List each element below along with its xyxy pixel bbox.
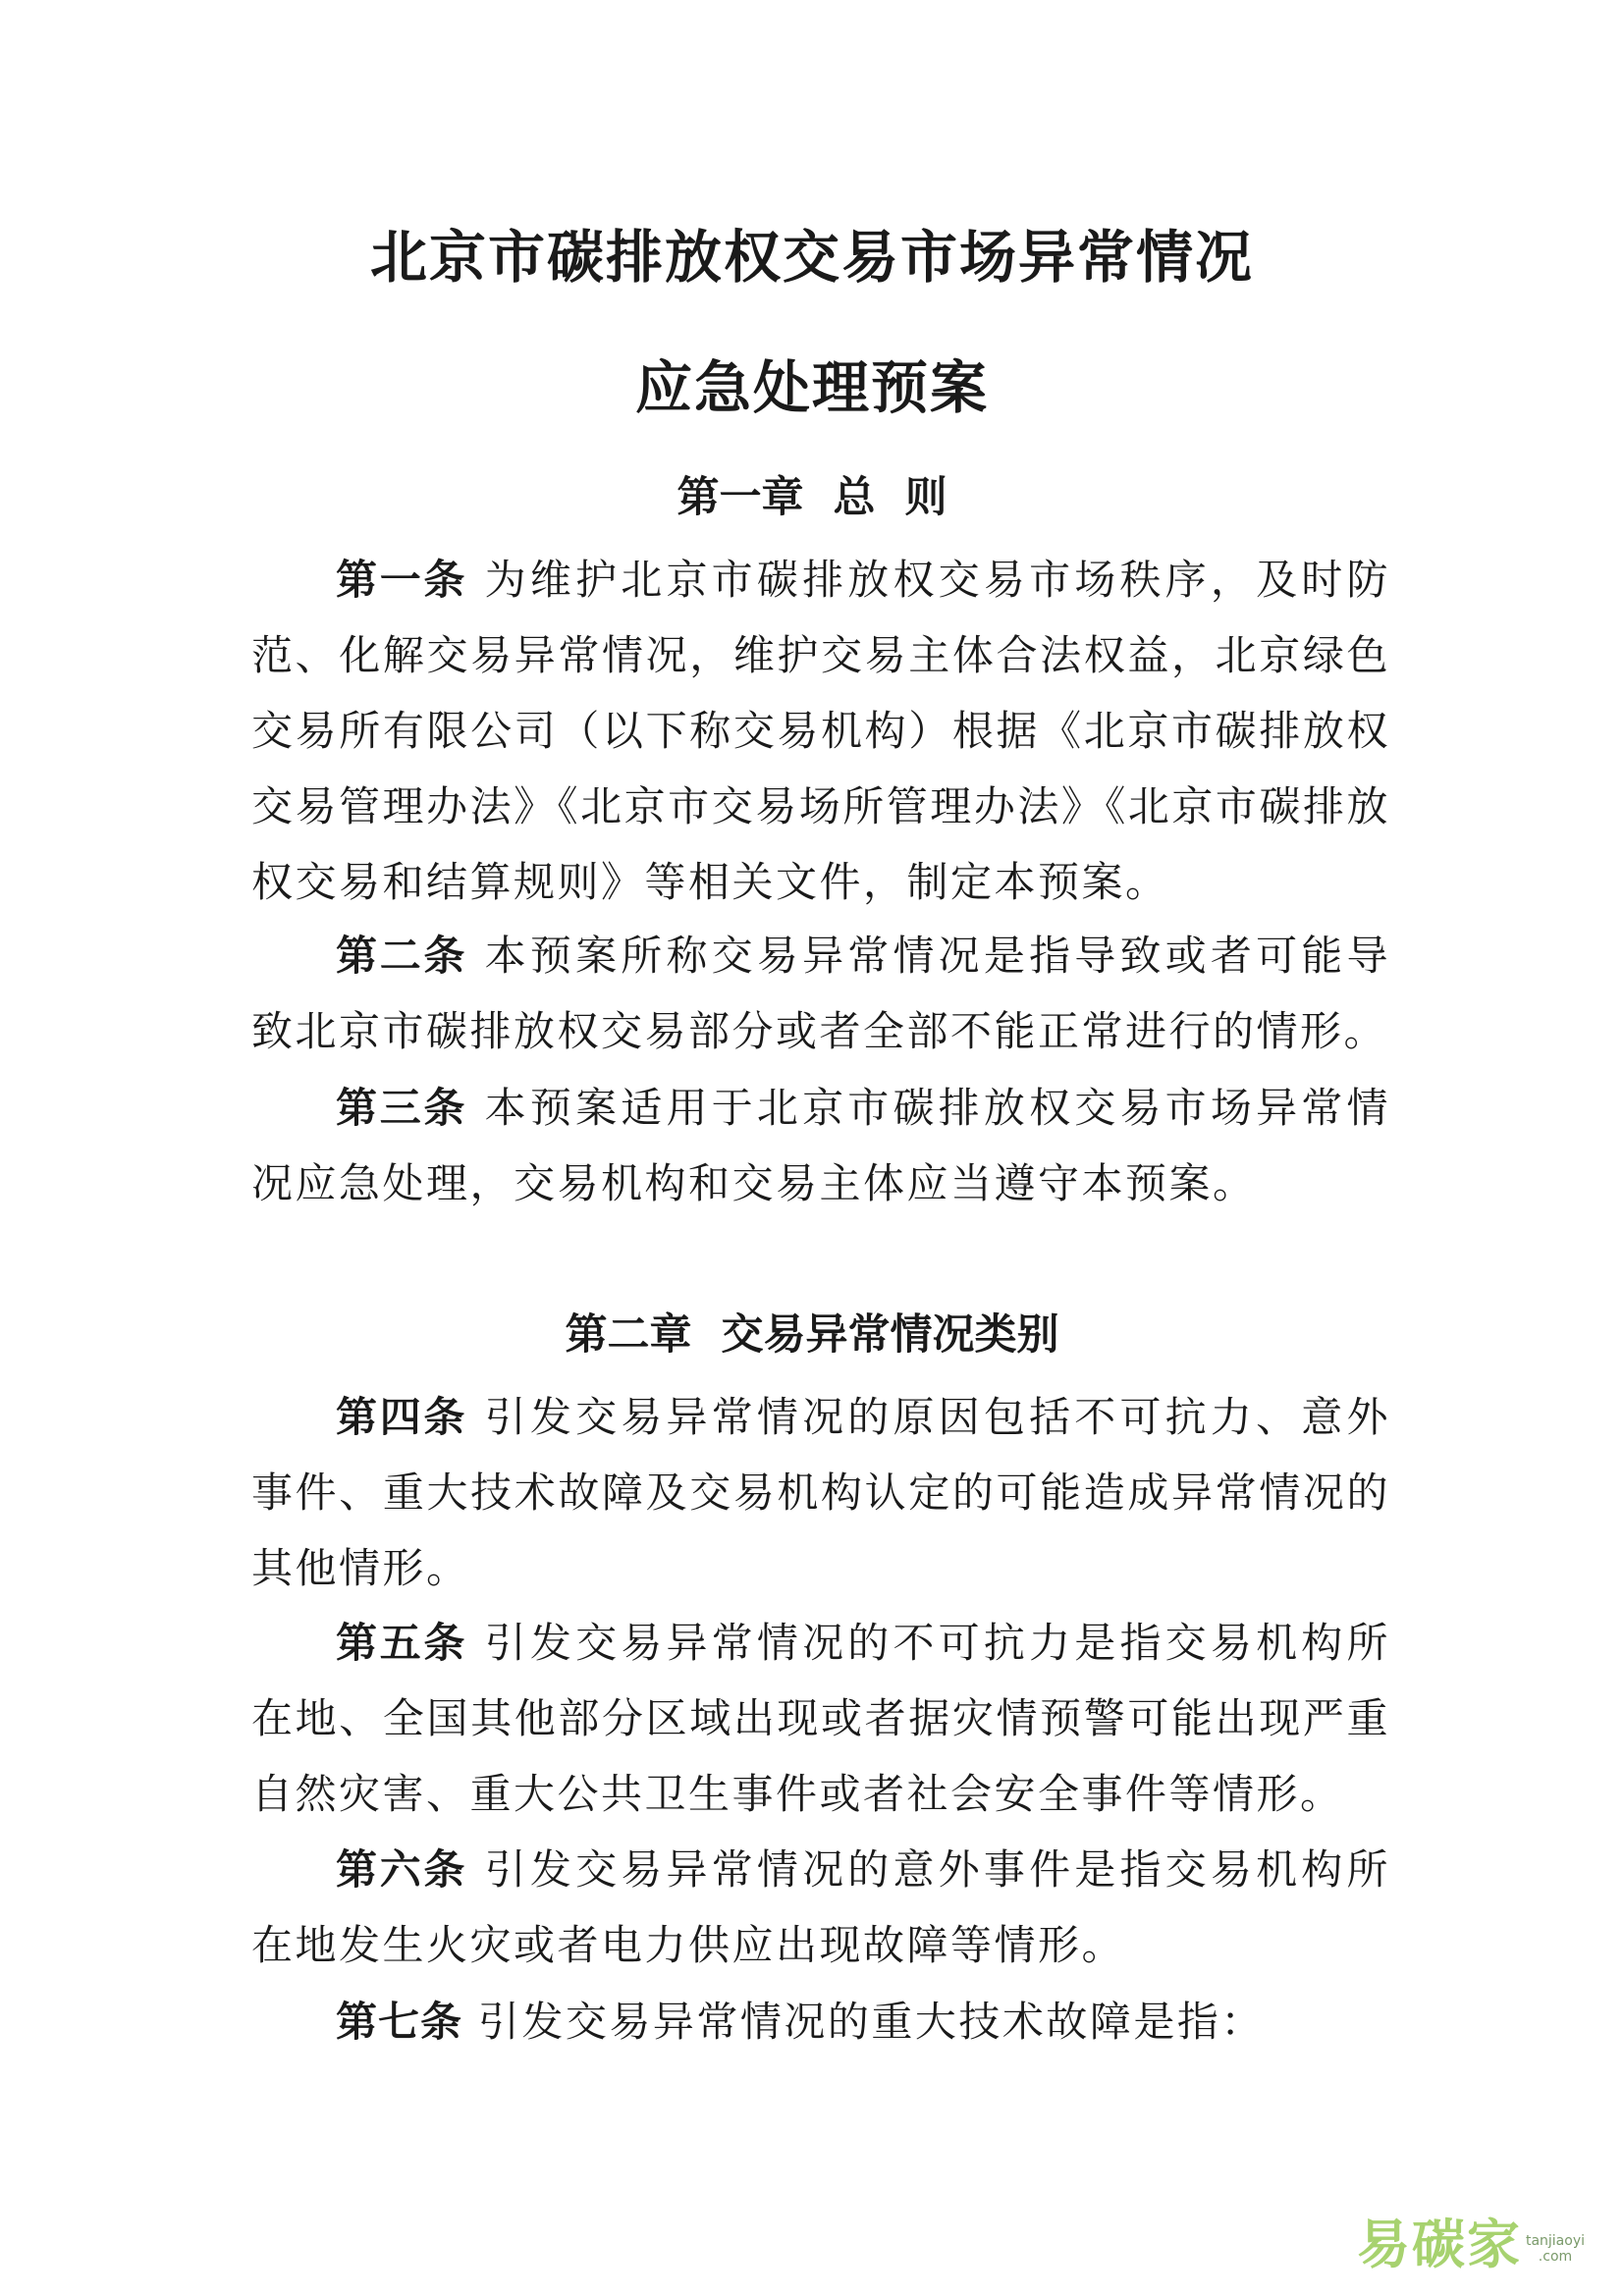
article-1 [251, 542, 1390, 920]
article-4-lead: 第四条 [336, 1393, 468, 1441]
chapter-2-label: 第二章 [565, 1310, 692, 1360]
article-7 [251, 1984, 1390, 2059]
article-2-lead: 第二条 [336, 932, 468, 980]
watermark-domain-line-2: .com [1538, 2249, 1573, 2265]
article-6-text: 引发交易异常情况的意外事件是指交易机构所在地发生火灾或者电力供应出现故障等情形。 [251, 1845, 1390, 1969]
article-5-text: 引发交易异常情况的不可抗力是指交易机构所在地、全国其他部分区域出现或者据灾情预警可能出现严重自然灾害、重大公共卫生事件或者社会安全事件等情形。 [251, 1619, 1390, 1818]
watermark-logo [1357, 2216, 1585, 2274]
watermark-domain [1526, 2233, 1585, 2274]
chapter-1-heading [0, 468, 1624, 527]
watermark-domain-line-1: tanjiaoyi [1525, 2233, 1585, 2249]
article-7-lead: 第七条 [336, 1998, 463, 2046]
article-6 [251, 1832, 1390, 1983]
article-4 [251, 1379, 1390, 1606]
article-5 [251, 1605, 1390, 1832]
article-7-text: 引发交易异常情况的重大技术故障是指： [477, 1998, 1265, 2046]
chapter-2-title: 交易异常情况类别 [721, 1310, 1059, 1360]
article-1-text: 为维护北京市碳排放权交易市场秩序，及时防范、化解交易异常情况，维护交易主体合法权益，北京绿色交易所有限公司（以下称交易机构）根据《北京市碳排放权交易管理办法》《北京市交易场所管理办法》《北京市碳排放权交易和结算规则》等相关文件，制定本预案。 [251, 556, 1390, 906]
article-3-lead: 第三条 [336, 1084, 468, 1132]
document-title-line-2: 应急处理预案 [634, 354, 989, 421]
article-1-lead: 第一条 [336, 556, 468, 604]
chapter-1-title: 总 则 [833, 473, 947, 522]
article-4-text: 引发交易异常情况的原因包括不可抗力、意外事件、重大技术故障及交易机构认定的可能造成异常情况的其他情形。 [251, 1393, 1390, 1592]
article-3 [251, 1070, 1390, 1221]
article-6-lead: 第六条 [336, 1845, 468, 1894]
watermark-brand-text: 易碳家 [1356, 2214, 1522, 2275]
chapter-1-label: 第一章 [677, 473, 804, 522]
article-2 [251, 918, 1390, 1069]
article-2-text: 本预案所称交易异常情况是指导致或者可能导致北京市碳排放权交易部分或者全部不能正常进行的情形。 [251, 932, 1390, 1055]
article-3-text: 本预案适用于北京市碳排放权交易市场异常情况应急处理，交易机构和交易主体应当遵守本预案。 [251, 1084, 1390, 1207]
chapter-2-heading [0, 1306, 1624, 1364]
document-title-line-1: 北京市碳排放权交易市场异常情况 [369, 224, 1254, 291]
article-5-lead: 第五条 [336, 1619, 468, 1667]
